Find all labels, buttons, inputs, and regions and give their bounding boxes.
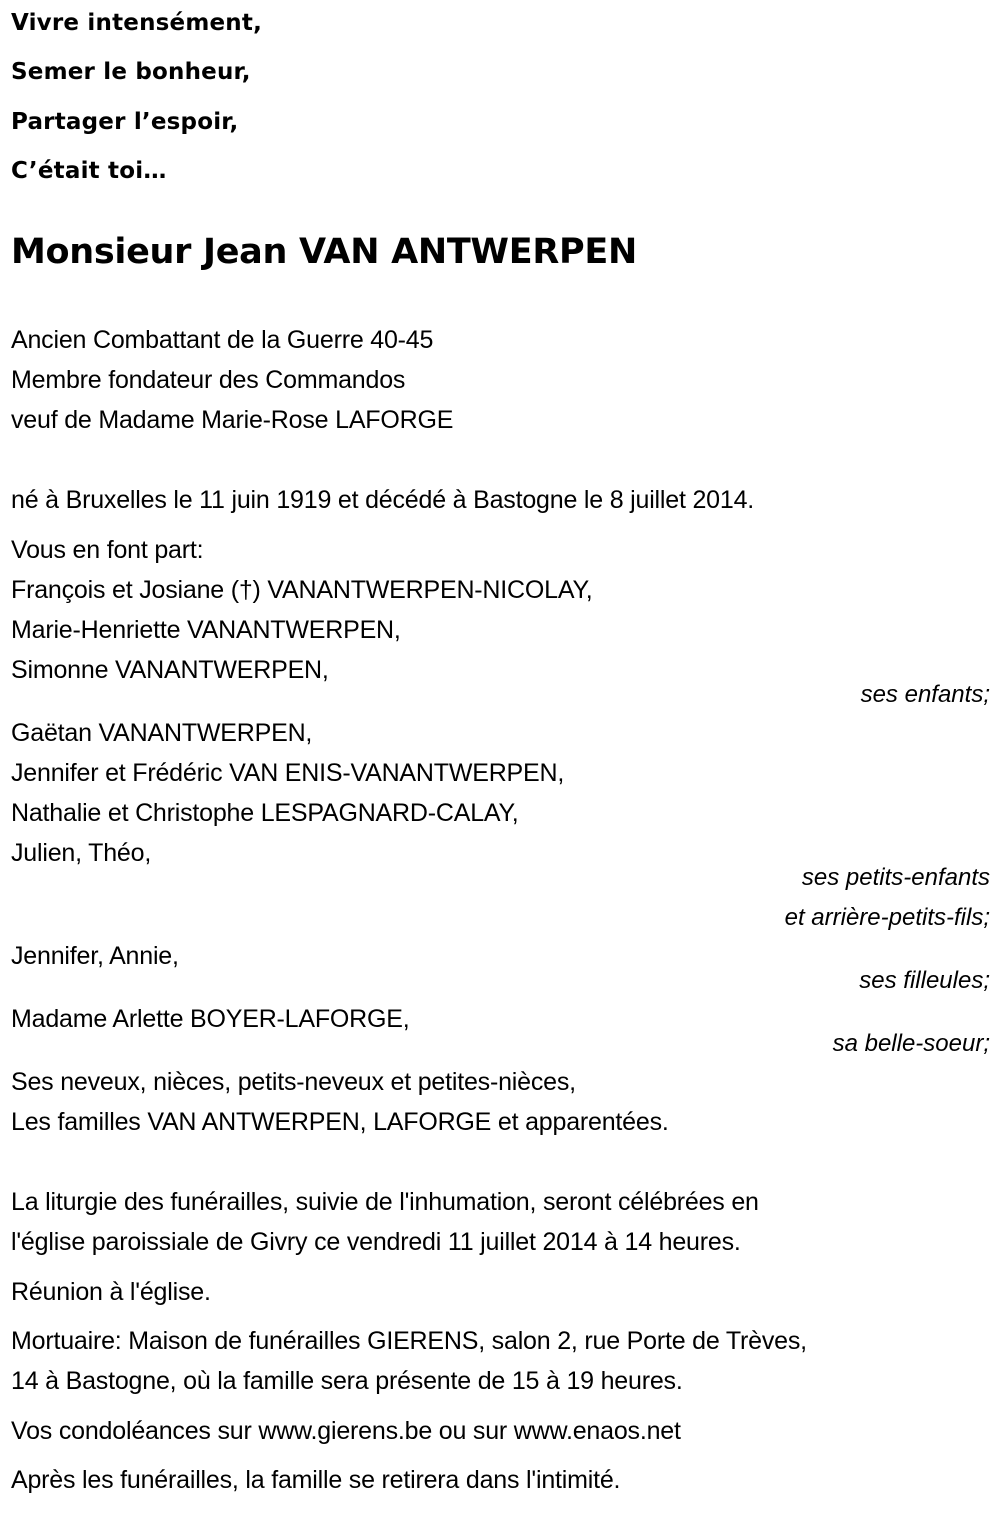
- relation-label: et arrière-petits-fils;: [784, 904, 990, 931]
- liturgy-line: l'église paroissiale de Givry ce vendredi 11 juillet 2014 à 14 heures.: [11, 1228, 741, 1256]
- relation-label: ses enfants;: [860, 681, 990, 708]
- poem-line: Partager l’espoir,: [11, 109, 239, 135]
- family-name-line: Julien, Théo,: [11, 839, 152, 867]
- family-name-line: Jennifer et Frédéric VAN ENIS-VANANTWERPEN,: [11, 759, 565, 787]
- mortuary-line: Mortuaire: Maison de funérailles GIERENS, salon 2, rue Porte de Trèves,: [11, 1327, 807, 1355]
- relation-label: ses filleules;: [859, 967, 990, 994]
- extended-family-line: Ses neveux, nièces, petits-neveux et petites-nièces,: [11, 1068, 576, 1096]
- poem-line: Vivre intensément,: [11, 10, 263, 36]
- relation-label: ses petits-enfants: [801, 864, 990, 891]
- poem-line: C’était toi…: [11, 158, 167, 184]
- family-name-line: Jennifer, Annie,: [11, 942, 179, 970]
- liturgy-line: La liturgie des funérailles, suivie de l'inhumation, seront célébrées en: [11, 1188, 759, 1216]
- family-name-line: Marie-Henriette VANANTWERPEN,: [11, 616, 401, 644]
- meeting-line: Réunion à l'église.: [11, 1278, 211, 1306]
- extended-family-line: Les familles VAN ANTWERPEN, LAFORGE et apparentées.: [11, 1108, 669, 1136]
- deceased-detail: veuf de Madame Marie-Rose LAFORGE: [11, 406, 454, 434]
- birth-death-line: né à Bruxelles le 11 juin 1919 et décédé à Bastogne le 8 juillet 2014.: [11, 486, 755, 514]
- deceased-name-title: Monsieur Jean VAN ANTWERPEN: [11, 232, 637, 272]
- family-name-line: Gaëtan VANANTWERPEN,: [11, 719, 313, 747]
- deceased-detail: Ancien Combattant de la Guerre 40-45: [11, 326, 434, 354]
- deceased-detail: Membre fondateur des Commandos: [11, 366, 406, 394]
- relation-label: sa belle-soeur;: [832, 1030, 990, 1057]
- family-name-line: Nathalie et Christophe LESPAGNARD-CALAY,: [11, 799, 519, 827]
- condolences-line: Vos condoléances sur www.gierens.be ou sur www.enaos.net: [11, 1417, 681, 1445]
- mortuary-line: 14 à Bastogne, où la famille sera présente de 15 à 19 heures.: [11, 1367, 683, 1395]
- announcement-intro: Vous en font part:: [11, 536, 204, 564]
- family-name-line: François et Josiane (†) VANANTWERPEN-NICOLAY,: [11, 576, 593, 604]
- poem-line: Semer le bonheur,: [11, 59, 251, 85]
- family-name-line: Simonne VANANTWERPEN,: [11, 656, 329, 684]
- closing-line: Après les funérailles, la famille se retirera dans l'intimité.: [11, 1466, 621, 1494]
- family-name-line: Madame Arlette BOYER-LAFORGE,: [11, 1005, 410, 1033]
